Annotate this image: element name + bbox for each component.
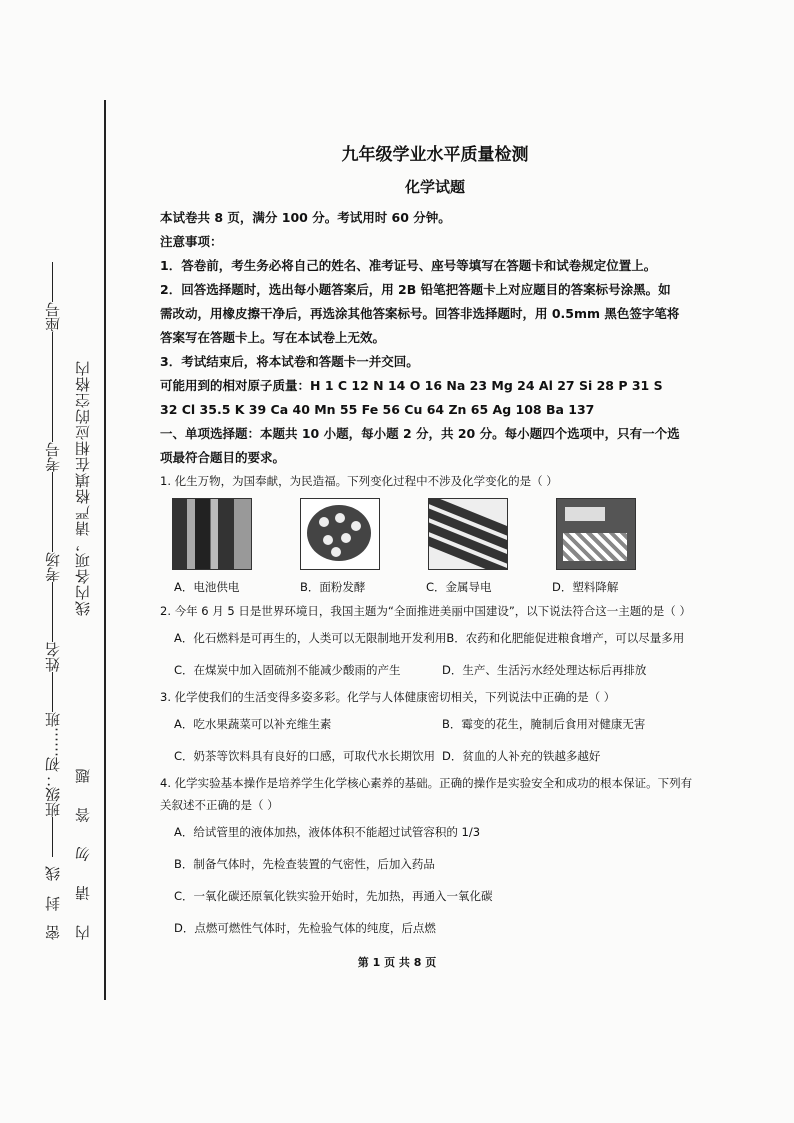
notice-item-2-line-2: 需改动，用橡皮擦干净后，再选涂其他答案标号。回答非选择题时，用 0.5mm 黑色签字笔将 <box>160 306 680 321</box>
paper-info: 本试卷共 8 页，满分 100 分。考试用时 60 分钟。 <box>160 210 451 225</box>
question-2-option-b: B．农药和化肥能促进粮食增产，可以尽量多用 <box>446 631 685 645</box>
question-3-stem: 3. 化学使我们的生活变得多姿多彩。化学与人体健康密切相关，下列说法中正确的是（ ） <box>160 690 616 704</box>
binding-rule <box>104 100 106 1000</box>
binding-feng: 封 <box>44 895 62 911</box>
name-label: 姓名 <box>44 641 62 672</box>
plastic-photo <box>556 498 636 570</box>
question-2-option-d: D．生产、生活污水经处理达标后再排放 <box>442 663 647 677</box>
metal-wire-photo <box>428 498 508 570</box>
binding-xian: 线 <box>44 866 62 882</box>
question-4-option-c: C．一氧化碳还原氧化铁实验开始时，先加热，再通入一氧化碳 <box>174 889 493 903</box>
exam-room-blank <box>52 472 53 552</box>
class-ban: 班 <box>44 711 62 727</box>
question-2-option-a: A．化石燃料是可再生的，人类可以无限制地开发利用 <box>174 631 447 645</box>
exam-room-label: 考场 <box>44 551 62 582</box>
notice-heading: 注意事项： <box>160 234 223 249</box>
section-heading-line-2: 项最符合题目的要求。 <box>160 450 286 465</box>
seat-number-blank <box>52 262 53 302</box>
exam-number-label: 考号 <box>44 441 62 472</box>
class-dots: …… <box>43 726 62 757</box>
question-1-images <box>172 498 710 570</box>
question-2-options-row-2 <box>160 654 710 686</box>
notice-item-3: 3．考试结束后，将本试卷和答题卡一并交回。 <box>160 354 419 369</box>
name-blank <box>52 582 53 642</box>
page-footer: 第 1 页 共 8 页 <box>357 956 437 969</box>
notice-ti: 题 <box>74 767 92 784</box>
question-1-option-b: B．面粉发酵 <box>300 580 366 594</box>
dough-photo <box>300 498 380 570</box>
notice-nei: 内 <box>74 924 92 940</box>
binding-info-column <box>42 120 63 940</box>
blank-line <box>52 817 53 857</box>
question-3-option-b: B．霉变的花生，腌制后食用对健康无害 <box>442 717 646 731</box>
exam-title: 九年级学业水平质量检测 <box>341 145 529 165</box>
notice-item-2-line-3: 答案写在答题卡上。写在本试卷上无效。 <box>160 330 386 345</box>
notice-da: 答 <box>74 806 92 823</box>
question-4-option-b: B．制备气体时，先检查装置的气密性，后加入药品 <box>174 857 435 871</box>
question-4-option-a: A．给试管里的液体加热，液体体积不能超过试管容积的 1/3 <box>174 825 481 839</box>
question-4-stem-line-1: 4. 化学实验基本操作是培养学生化学核心素养的基础。正确的操作是实验安全和成功的根本保证。下列有 <box>160 776 693 790</box>
question-1-option-c: C．金属导电 <box>426 580 492 594</box>
notice-item-1: 1．答卷前，考生务必将自己的姓名、准考证号、座号等填写在答题卡和试卷规定位置上。 <box>160 258 657 273</box>
question-1-options <box>174 574 710 600</box>
notice-item-2-line-1: 2．回答选择题时，选出每小题答案后，用 2B 铅笔把答题卡上对应题目的答案标号涂黑。如 <box>160 282 671 297</box>
class-grade: 初 <box>44 756 62 772</box>
question-3-options-row-1 <box>160 708 710 740</box>
question-3-option-c: C．奶茶等饮料具有良好的口感，可取代水长期饮用 <box>174 749 436 763</box>
question-3-option-a: A．吃水果蔬菜可以补充维生素 <box>174 717 332 731</box>
class-label: 班级： <box>44 771 62 817</box>
exam-subtitle: 化学试题 <box>404 178 465 196</box>
question-3-options-row-2 <box>160 740 710 772</box>
exam-number-blank <box>52 332 53 442</box>
binding-mi: 密 <box>44 925 62 940</box>
question-4-options <box>160 816 710 944</box>
question-2-option-c: C．在煤炭中加入固硫剂不能减少酸雨的产生 <box>174 663 401 677</box>
notice-wu: 勿 <box>74 845 92 862</box>
exam-content <box>160 140 710 944</box>
question-4-option-d: D．点燃可燃性气体时，先检验气体的纯度，后点燃 <box>174 921 436 935</box>
question-1-option-d: D．塑料降解 <box>552 580 619 594</box>
question-3-option-d: D．贫血的人补充的铁越多越好 <box>442 749 601 763</box>
question-2-stem: 2. 今年 6 月 5 日是世界环境日，我国主题为“全面推进美丽中国建设”，以下说法符合这一主题的是（ ） <box>160 604 691 618</box>
seat-number-label: 座号 <box>44 301 62 332</box>
notice-qing: 请 <box>74 884 92 901</box>
atomic-masses-line-2: 32 Cl 35.5 K 39 Ca 40 Mn 55 Fe 56 Cu 64 Zn 65 Ag 108 Ba 137 <box>160 402 595 417</box>
atomic-masses-line-1: 可能用到的相对原子质量：H 1 C 12 N 14 O 16 Na 23 Mg 24 Al 27 Si 28 P 31 S <box>160 378 663 393</box>
battery-photo <box>172 498 252 570</box>
question-2-options-row-1 <box>160 622 710 654</box>
binding-notice-column <box>72 160 93 940</box>
class-blank <box>52 672 53 712</box>
question-1-option-a: A．电池供电 <box>174 580 240 594</box>
section-heading-line-1: 一、单项选择题：本题共 10 小题，每小题 2 分，共 20 分。每小题四个选项中，只有一个选 <box>160 426 680 441</box>
fill-instruction: 线内各项，请严格填在相应的空格内 <box>74 360 92 617</box>
question-4-stem-line-2: 关叙述不正确的是（ ） <box>160 798 279 812</box>
question-1-stem: 1. 化生万物，为国奉献，为民造福。下列变化过程中不涉及化学变化的是（ ） <box>160 474 558 488</box>
